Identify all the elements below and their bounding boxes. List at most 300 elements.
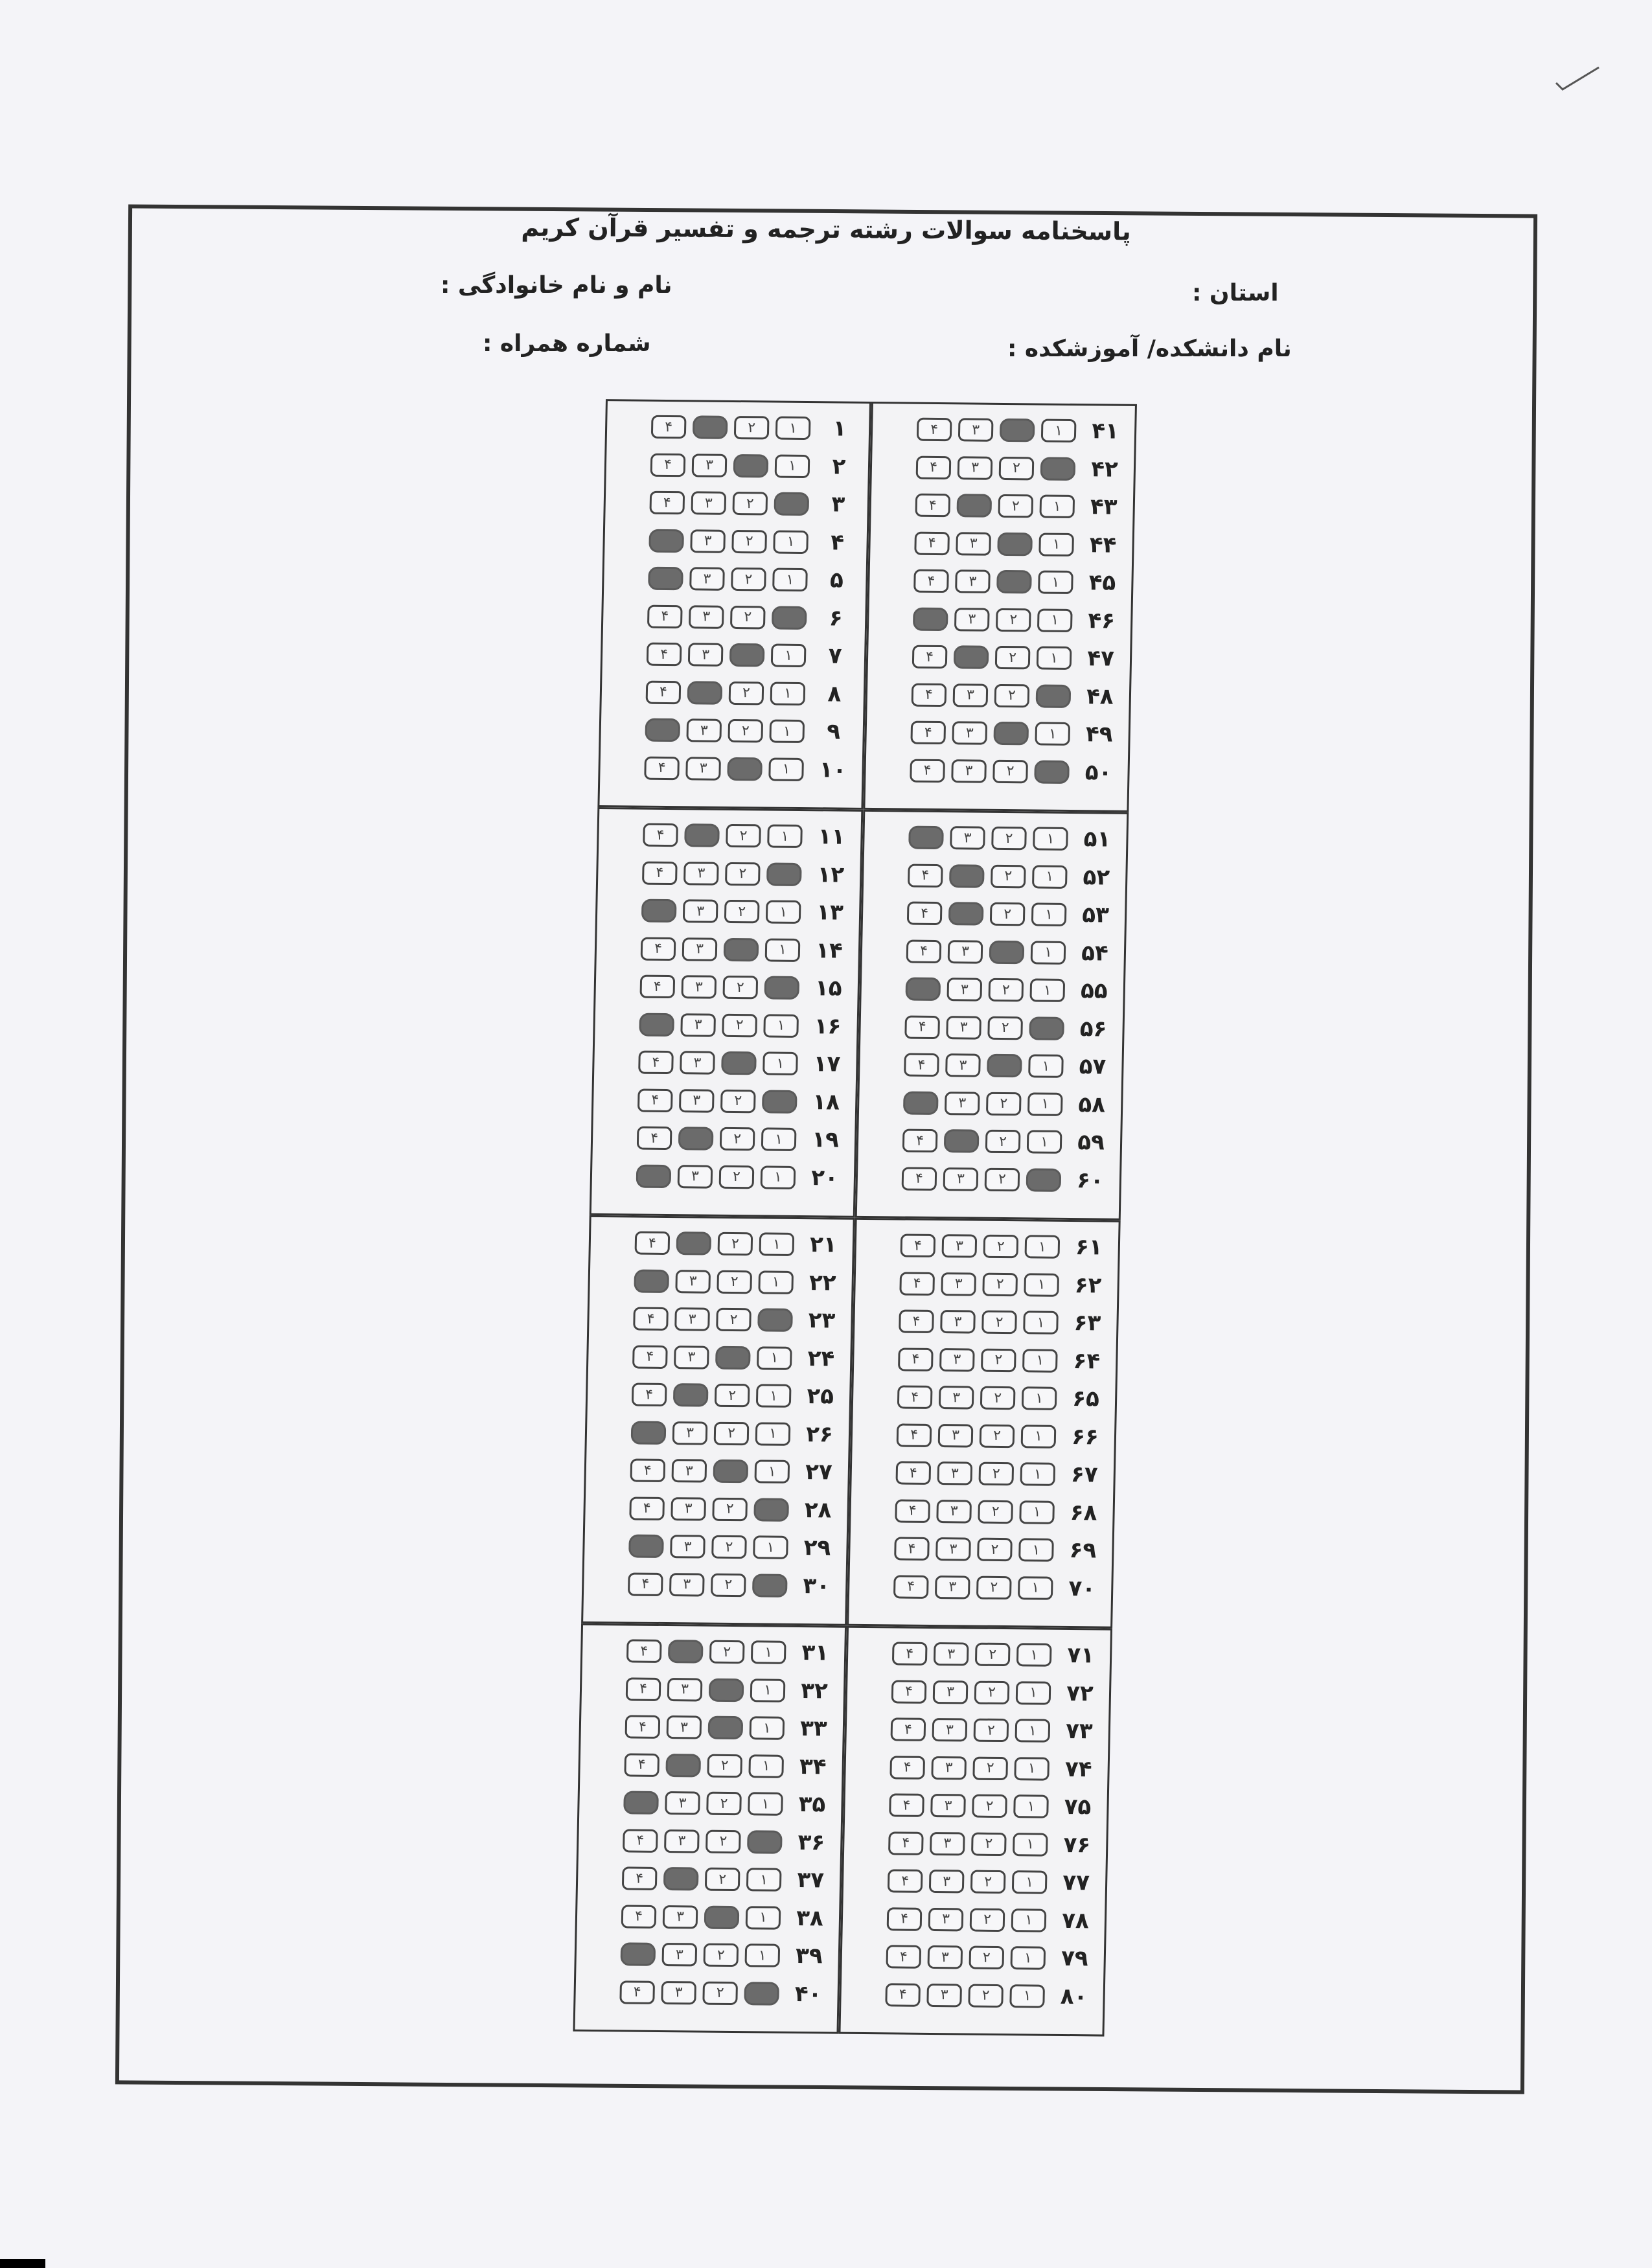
answer-bubble-option-1[interactable]: ۱ — [754, 1460, 790, 1483]
answer-bubble-option-3[interactable]: ۳ — [663, 1905, 698, 1929]
answer-bubble-option-4[interactable] — [645, 718, 680, 742]
answer-bubble-option-1[interactable]: ۱ — [1033, 827, 1068, 851]
answer-bubble-option-4[interactable]: ۴ — [626, 1639, 662, 1663]
answer-bubble-option-4[interactable]: ۴ — [901, 1233, 936, 1257]
answer-bubble-option-2[interactable]: ۲ — [702, 1981, 738, 2005]
answer-bubble-option-2[interactable] — [721, 1051, 757, 1075]
answer-bubble-option-4[interactable]: ۴ — [906, 939, 942, 963]
answer-bubble-option-2[interactable] — [997, 532, 1033, 556]
answer-bubble-option-1[interactable]: ۱ — [748, 1754, 784, 1778]
answer-bubble-option-4[interactable]: ۴ — [908, 864, 943, 888]
answer-bubble-option-1[interactable]: ۱ — [769, 720, 805, 744]
answer-bubble-option-1[interactable]: ۱ — [746, 1906, 781, 1930]
answer-bubble-option-2[interactable]: ۲ — [974, 1680, 1010, 1704]
answer-bubble-option-2[interactable]: ۲ — [720, 1127, 755, 1151]
answer-bubble-option-1[interactable]: ۱ — [770, 682, 806, 705]
answer-bubble-option-2[interactable]: ۲ — [705, 1868, 740, 1892]
answer-bubble-option-3[interactable]: ۳ — [686, 718, 722, 742]
answer-bubble-option-4[interactable]: ۴ — [897, 1385, 933, 1409]
answer-bubble-option-1[interactable] — [744, 1982, 779, 2006]
answer-bubble-option-4[interactable]: ۴ — [651, 415, 687, 439]
answer-bubble-option-3[interactable] — [956, 494, 992, 518]
answer-bubble-option-4[interactable]: ۴ — [638, 1051, 674, 1075]
answer-bubble-option-4[interactable]: ۴ — [907, 902, 943, 926]
answer-bubble-option-2[interactable]: ۲ — [982, 1272, 1018, 1296]
answer-bubble-option-4[interactable]: ۴ — [887, 1907, 923, 1931]
answer-bubble-option-2[interactable]: ۲ — [722, 976, 758, 1000]
answer-bubble-option-3[interactable]: ۳ — [958, 456, 993, 480]
answer-bubble-option-1[interactable]: ۱ — [1010, 1946, 1046, 1970]
answer-bubble-option-1[interactable]: ۱ — [1039, 495, 1075, 519]
answer-bubble-option-1[interactable]: ۱ — [1022, 1349, 1058, 1373]
answer-bubble-option-1[interactable] — [753, 1498, 789, 1522]
answer-bubble-option-1[interactable]: ۱ — [753, 1535, 788, 1559]
answer-bubble-option-4[interactable]: ۴ — [630, 1459, 665, 1483]
answer-bubble-option-3[interactable]: ۳ — [952, 721, 987, 745]
answer-bubble-option-1[interactable]: ۱ — [1015, 1719, 1051, 1743]
answer-bubble-option-2[interactable]: ۲ — [987, 1016, 1023, 1040]
answer-bubble-option-1[interactable]: ۱ — [1041, 419, 1077, 443]
answer-bubble-option-1[interactable] — [747, 1830, 783, 1854]
answer-bubble-option-3[interactable]: ۳ — [939, 1348, 975, 1372]
answer-bubble-option-2[interactable] — [1000, 418, 1035, 442]
answer-bubble-option-2[interactable]: ۲ — [995, 646, 1031, 670]
answer-bubble-option-1[interactable]: ۱ — [757, 1346, 792, 1370]
answer-bubble-option-3[interactable] — [687, 681, 723, 705]
answer-bubble-option-4[interactable]: ۴ — [626, 1677, 661, 1701]
answer-bubble-option-1[interactable]: ۱ — [1018, 1576, 1053, 1600]
answer-bubble-option-2[interactable]: ۲ — [971, 1832, 1007, 1856]
answer-bubble-option-4[interactable]: ۴ — [898, 1347, 934, 1371]
answer-bubble-option-1[interactable]: ۱ — [1035, 722, 1070, 746]
answer-bubble-option-1[interactable] — [1040, 457, 1076, 481]
answer-bubble-option-4[interactable] — [908, 826, 944, 850]
answer-bubble-option-4[interactable]: ۴ — [904, 1015, 940, 1039]
answer-bubble-option-3[interactable] — [949, 864, 985, 888]
answer-bubble-option-1[interactable] — [1029, 1016, 1064, 1040]
answer-bubble-option-1[interactable]: ۱ — [1016, 1681, 1051, 1705]
answer-bubble-option-4[interactable]: ۴ — [910, 759, 945, 783]
answer-bubble-option-4[interactable]: ۴ — [886, 1945, 921, 1969]
answer-bubble-option-1[interactable]: ۱ — [761, 1165, 796, 1189]
answer-bubble-option-3[interactable]: ۳ — [954, 608, 990, 632]
answer-bubble-option-2[interactable] — [724, 937, 759, 961]
answer-bubble-option-1[interactable] — [752, 1574, 788, 1598]
answer-bubble-option-4[interactable]: ۴ — [647, 604, 683, 628]
answer-bubble-option-3[interactable]: ۳ — [683, 862, 719, 886]
answer-bubble-option-2[interactable]: ۲ — [974, 1719, 1009, 1743]
answer-bubble-option-2[interactable]: ۲ — [976, 1575, 1012, 1599]
answer-bubble-option-2[interactable]: ۲ — [719, 1165, 755, 1189]
answer-bubble-option-1[interactable]: ۱ — [766, 900, 801, 924]
answer-bubble-option-4[interactable]: ۴ — [902, 1167, 937, 1191]
answer-bubble-option-3[interactable]: ۳ — [931, 1756, 967, 1780]
answer-bubble-option-2[interactable]: ۲ — [991, 864, 1026, 888]
answer-bubble-option-3[interactable]: ۳ — [942, 1234, 978, 1258]
answer-bubble-option-3[interactable]: ۳ — [683, 899, 718, 923]
answer-bubble-option-4[interactable]: ۴ — [650, 453, 686, 477]
answer-bubble-option-1[interactable]: ۱ — [775, 454, 810, 478]
answer-bubble-option-2[interactable]: ۲ — [707, 1754, 742, 1778]
answer-bubble-option-3[interactable]: ۳ — [945, 1092, 980, 1116]
answer-bubble-option-4[interactable]: ۴ — [629, 1496, 665, 1520]
answer-bubble-option-2[interactable] — [996, 570, 1032, 594]
answer-bubble-option-4[interactable]: ۴ — [628, 1572, 663, 1596]
answer-bubble-option-1[interactable]: ۱ — [1020, 1462, 1055, 1486]
answer-bubble-option-4[interactable]: ۴ — [621, 1905, 657, 1929]
answer-bubble-option-4[interactable]: ۴ — [889, 1793, 924, 1817]
answer-bubble-option-1[interactable]: ۱ — [772, 568, 808, 592]
answer-bubble-option-3[interactable] — [944, 1129, 980, 1153]
answer-bubble-option-3[interactable]: ۳ — [930, 1831, 965, 1855]
answer-bubble-option-1[interactable]: ۱ — [1029, 978, 1065, 1002]
answer-bubble-option-2[interactable]: ۲ — [981, 1348, 1016, 1372]
answer-bubble-option-3[interactable]: ۳ — [675, 1270, 711, 1294]
answer-bubble-option-3[interactable]: ۳ — [950, 826, 985, 850]
answer-bubble-option-1[interactable]: ۱ — [768, 757, 804, 781]
answer-bubble-option-3[interactable] — [668, 1640, 704, 1664]
answer-bubble-option-1[interactable]: ۱ — [1022, 1386, 1057, 1410]
answer-bubble-option-3[interactable]: ۳ — [672, 1421, 708, 1445]
answer-bubble-option-2[interactable]: ۲ — [999, 456, 1035, 480]
answer-bubble-option-3[interactable]: ۳ — [939, 1386, 974, 1410]
answer-bubble-option-3[interactable]: ۳ — [689, 605, 724, 629]
answer-bubble-option-2[interactable]: ۲ — [968, 1984, 1004, 2008]
answer-bubble-option-3[interactable]: ۳ — [669, 1573, 705, 1597]
answer-bubble-option-1[interactable]: ۱ — [1031, 941, 1066, 965]
answer-bubble-option-4[interactable] — [903, 1091, 939, 1115]
answer-bubble-option-1[interactable]: ۱ — [1038, 533, 1074, 556]
answer-bubble-option-2[interactable]: ۲ — [706, 1792, 742, 1816]
answer-bubble-option-1[interactable]: ۱ — [1011, 1908, 1047, 1932]
answer-bubble-option-2[interactable] — [709, 1678, 744, 1702]
answer-bubble-option-1[interactable] — [772, 606, 807, 630]
answer-bubble-option-4[interactable]: ۴ — [639, 975, 675, 999]
answer-bubble-option-4[interactable]: ۴ — [904, 1053, 939, 1077]
answer-bubble-option-1[interactable]: ۱ — [1016, 1643, 1052, 1667]
answer-bubble-option-2[interactable]: ۲ — [706, 1829, 741, 1853]
answer-bubble-option-3[interactable] — [676, 1231, 712, 1255]
answer-bubble-option-4[interactable]: ۴ — [895, 1499, 930, 1523]
answer-bubble-option-4[interactable]: ۴ — [625, 1715, 661, 1739]
answer-bubble-option-2[interactable]: ۲ — [972, 1756, 1008, 1780]
answer-bubble-option-4[interactable]: ۴ — [647, 643, 682, 667]
answer-bubble-option-1[interactable]: ۱ — [761, 1127, 797, 1151]
answer-bubble-option-2[interactable]: ۲ — [978, 1462, 1014, 1486]
answer-bubble-option-1[interactable]: ۱ — [1013, 1794, 1049, 1818]
answer-bubble-option-4[interactable]: ۴ — [619, 1980, 655, 2004]
answer-bubble-option-4[interactable]: ۴ — [912, 645, 948, 669]
answer-bubble-option-3[interactable]: ۳ — [667, 1678, 703, 1702]
answer-bubble-option-2[interactable]: ۲ — [728, 719, 763, 743]
answer-bubble-option-1[interactable]: ۱ — [744, 1943, 780, 1967]
answer-bubble-option-2[interactable]: ۲ — [994, 683, 1030, 707]
answer-bubble-option-2[interactable]: ۲ — [724, 900, 760, 924]
answer-bubble-option-3[interactable]: ۳ — [671, 1497, 706, 1521]
answer-bubble-option-3[interactable]: ۳ — [946, 1016, 981, 1040]
answer-bubble-option-2[interactable] — [729, 643, 765, 667]
answer-bubble-option-1[interactable]: ۱ — [1037, 646, 1072, 670]
answer-bubble-option-4[interactable]: ۴ — [635, 1231, 671, 1255]
answer-bubble-option-1[interactable]: ۱ — [1021, 1425, 1057, 1449]
answer-bubble-option-4[interactable] — [905, 978, 941, 1002]
answer-bubble-option-2[interactable]: ۲ — [726, 824, 761, 848]
answer-bubble-option-4[interactable]: ۴ — [895, 1461, 931, 1485]
answer-bubble-option-3[interactable] — [684, 823, 720, 847]
answer-bubble-option-3[interactable]: ۳ — [691, 491, 726, 515]
answer-bubble-option-2[interactable]: ۲ — [714, 1421, 750, 1445]
answer-bubble-option-1[interactable]: ۱ — [1027, 1092, 1063, 1116]
answer-bubble-option-2[interactable]: ۲ — [715, 1384, 750, 1408]
answer-bubble-option-2[interactable]: ۲ — [978, 1500, 1013, 1524]
answer-bubble-option-4[interactable] — [648, 567, 683, 591]
answer-bubble-option-3[interactable]: ۳ — [945, 1053, 981, 1077]
answer-bubble-option-4[interactable]: ۴ — [641, 937, 676, 961]
answer-bubble-option-1[interactable] — [766, 862, 802, 886]
answer-bubble-option-3[interactable]: ۳ — [685, 757, 721, 781]
answer-bubble-option-1[interactable]: ۱ — [750, 1678, 786, 1702]
answer-bubble-option-1[interactable]: ۱ — [1037, 608, 1073, 632]
answer-bubble-option-3[interactable]: ۳ — [930, 1794, 966, 1818]
answer-bubble-option-3[interactable] — [948, 902, 984, 926]
answer-bubble-option-3[interactable]: ۳ — [927, 1945, 963, 1969]
answer-bubble-option-2[interactable]: ۲ — [730, 605, 766, 629]
answer-bubble-option-4[interactable] — [641, 899, 677, 923]
answer-bubble-option-3[interactable]: ۳ — [956, 532, 991, 556]
answer-bubble-option-2[interactable]: ۲ — [980, 1424, 1015, 1448]
answer-bubble-option-1[interactable]: ۱ — [1019, 1500, 1055, 1524]
answer-bubble-option-2[interactable]: ۲ — [717, 1270, 752, 1294]
answer-bubble-option-1[interactable]: ۱ — [1023, 1311, 1059, 1334]
answer-bubble-option-1[interactable]: ۱ — [1012, 1870, 1048, 1894]
answer-bubble-option-4[interactable]: ۴ — [889, 1756, 925, 1780]
answer-bubble-option-1[interactable]: ۱ — [1009, 1984, 1045, 2008]
answer-bubble-option-2[interactable]: ۲ — [711, 1535, 747, 1559]
answer-bubble-option-2[interactable]: ۲ — [970, 1870, 1006, 1894]
answer-bubble-option-4[interactable]: ۴ — [891, 1717, 926, 1741]
answer-bubble-option-2[interactable]: ۲ — [969, 1946, 1004, 1970]
answer-bubble-option-3[interactable]: ۳ — [692, 453, 728, 477]
answer-bubble-option-4[interactable] — [620, 1942, 656, 1966]
answer-bubble-option-2[interactable]: ۲ — [981, 1311, 1017, 1334]
answer-bubble-option-3[interactable]: ۳ — [936, 1500, 972, 1524]
answer-bubble-option-1[interactable]: ۱ — [758, 1270, 794, 1294]
answer-bubble-option-4[interactable]: ۴ — [632, 1383, 667, 1407]
answer-bubble-option-2[interactable]: ۲ — [722, 1013, 757, 1037]
answer-bubble-option-2[interactable] — [733, 453, 769, 477]
answer-bubble-option-1[interactable] — [764, 976, 799, 1000]
answer-bubble-option-3[interactable]: ۳ — [926, 1983, 962, 2007]
answer-bubble-option-4[interactable]: ۴ — [643, 823, 678, 847]
answer-bubble-option-2[interactable]: ۲ — [985, 1167, 1020, 1191]
answer-bubble-option-3[interactable] — [693, 415, 728, 439]
answer-bubble-option-1[interactable]: ۱ — [1031, 902, 1067, 926]
answer-bubble-option-1[interactable]: ۱ — [1027, 1130, 1062, 1154]
answer-bubble-option-3[interactable]: ۳ — [946, 978, 982, 1002]
answer-bubble-option-2[interactable]: ۲ — [985, 1130, 1021, 1154]
answer-bubble-option-1[interactable]: ۱ — [746, 1868, 782, 1892]
answer-bubble-option-4[interactable]: ۴ — [913, 569, 949, 593]
answer-bubble-option-3[interactable]: ۳ — [943, 1167, 979, 1191]
answer-bubble-option-4[interactable] — [628, 1534, 664, 1558]
answer-bubble-option-2[interactable]: ۲ — [990, 902, 1026, 926]
answer-bubble-option-2[interactable] — [727, 757, 763, 781]
answer-bubble-option-2[interactable]: ۲ — [729, 681, 764, 705]
answer-bubble-option-1[interactable]: ۱ — [763, 1051, 798, 1075]
answer-bubble-option-4[interactable] — [623, 1791, 659, 1815]
answer-bubble-option-3[interactable]: ۳ — [953, 683, 989, 707]
answer-bubble-option-2[interactable]: ۲ — [970, 1908, 1005, 1932]
answer-bubble-option-3[interactable]: ۳ — [935, 1575, 970, 1599]
answer-bubble-option-2[interactable]: ۲ — [711, 1573, 746, 1597]
answer-bubble-option-4[interactable] — [636, 1164, 672, 1188]
answer-bubble-option-4[interactable]: ۴ — [899, 1272, 935, 1296]
answer-bubble-option-2[interactable]: ۲ — [718, 1232, 753, 1256]
answer-bubble-option-3[interactable] — [954, 645, 989, 669]
answer-bubble-option-2[interactable]: ۲ — [975, 1643, 1011, 1667]
answer-bubble-option-1[interactable]: ۱ — [773, 530, 809, 554]
answer-bubble-option-1[interactable]: ۱ — [1024, 1235, 1060, 1259]
answer-bubble-option-4[interactable]: ۴ — [915, 494, 950, 518]
answer-bubble-option-2[interactable]: ۲ — [734, 416, 770, 440]
answer-bubble-option-3[interactable]: ۳ — [937, 1461, 972, 1485]
answer-bubble-option-3[interactable]: ۳ — [671, 1459, 707, 1483]
answer-bubble-option-2[interactable]: ۲ — [731, 567, 766, 591]
answer-bubble-option-1[interactable]: ۱ — [1032, 865, 1068, 889]
answer-bubble-option-3[interactable]: ۳ — [941, 1272, 976, 1296]
answer-bubble-option-2[interactable]: ۲ — [732, 492, 768, 516]
answer-bubble-option-2[interactable]: ۲ — [983, 1235, 1018, 1259]
answer-bubble-option-2[interactable]: ۲ — [720, 1089, 756, 1113]
answer-bubble-option-4[interactable]: ۴ — [637, 1127, 672, 1151]
answer-bubble-option-3[interactable]: ۳ — [958, 418, 994, 442]
answer-bubble-option-1[interactable]: ۱ — [750, 1716, 785, 1740]
answer-bubble-option-4[interactable]: ۴ — [888, 1869, 923, 1893]
answer-bubble-option-2[interactable]: ۲ — [972, 1794, 1007, 1818]
answer-bubble-option-1[interactable]: ۱ — [759, 1232, 795, 1256]
answer-bubble-option-3[interactable]: ۳ — [929, 1870, 965, 1894]
answer-bubble-option-3[interactable] — [665, 1754, 701, 1778]
answer-bubble-option-1[interactable] — [1036, 684, 1072, 708]
answer-bubble-option-2[interactable]: ۲ — [998, 494, 1033, 518]
answer-bubble-option-3[interactable]: ۳ — [955, 569, 991, 593]
answer-bubble-option-4[interactable] — [648, 529, 684, 553]
answer-bubble-option-4[interactable] — [634, 1269, 669, 1293]
answer-bubble-option-2[interactable]: ۲ — [992, 759, 1028, 783]
answer-bubble-option-4[interactable]: ۴ — [644, 756, 680, 780]
answer-bubble-option-4[interactable] — [913, 607, 948, 631]
answer-bubble-option-4[interactable]: ۴ — [622, 1866, 658, 1890]
answer-bubble-option-3[interactable]: ۳ — [932, 1718, 968, 1742]
answer-bubble-option-2[interactable]: ۲ — [709, 1640, 745, 1664]
answer-bubble-option-2[interactable] — [989, 940, 1025, 964]
answer-bubble-option-2[interactable]: ۲ — [986, 1092, 1022, 1116]
answer-bubble-option-3[interactable] — [678, 1127, 714, 1151]
answer-bubble-option-3[interactable]: ۳ — [665, 1791, 700, 1815]
answer-bubble-option-3[interactable]: ۳ — [690, 529, 726, 553]
answer-bubble-option-4[interactable]: ۴ — [914, 531, 950, 555]
answer-bubble-option-4[interactable] — [639, 1013, 674, 1037]
answer-bubble-option-2[interactable]: ۲ — [731, 529, 767, 553]
answer-bubble-option-1[interactable]: ۱ — [1038, 570, 1073, 594]
answer-bubble-option-1[interactable]: ۱ — [771, 644, 807, 668]
answer-bubble-option-1[interactable]: ۱ — [1028, 1054, 1064, 1078]
answer-bubble-option-4[interactable]: ۴ — [917, 418, 952, 442]
answer-bubble-option-4[interactable]: ۴ — [633, 1307, 669, 1331]
answer-bubble-option-2[interactable] — [704, 1905, 740, 1929]
answer-bubble-option-3[interactable]: ۳ — [682, 937, 718, 961]
answer-bubble-option-4[interactable]: ۴ — [912, 683, 947, 707]
answer-bubble-option-2[interactable]: ۲ — [977, 1538, 1013, 1562]
answer-bubble-option-1[interactable]: ۱ — [748, 1792, 783, 1816]
answer-bubble-option-3[interactable]: ۳ — [664, 1829, 700, 1853]
answer-bubble-option-2[interactable]: ۲ — [988, 978, 1024, 1002]
answer-bubble-option-1[interactable]: ۱ — [765, 938, 801, 962]
answer-bubble-option-1[interactable]: ۱ — [1013, 1833, 1048, 1857]
answer-bubble-option-4[interactable]: ۴ — [894, 1537, 930, 1561]
answer-bubble-option-1[interactable]: ۱ — [1014, 1757, 1050, 1781]
answer-bubble-option-4[interactable]: ۴ — [624, 1753, 660, 1777]
answer-bubble-option-3[interactable]: ۳ — [661, 1981, 696, 2005]
answer-bubble-option-3[interactable]: ۳ — [679, 1089, 715, 1113]
answer-bubble-option-2[interactable] — [987, 1054, 1022, 1078]
answer-bubble-option-3[interactable]: ۳ — [951, 759, 987, 783]
answer-bubble-option-1[interactable]: ۱ — [763, 1014, 799, 1038]
answer-bubble-option-4[interactable]: ۴ — [899, 1309, 934, 1333]
answer-bubble-option-3[interactable]: ۳ — [670, 1535, 706, 1559]
answer-bubble-option-4[interactable]: ۴ — [897, 1423, 932, 1447]
answer-bubble-option-3[interactable]: ۳ — [674, 1307, 710, 1331]
answer-bubble-option-4[interactable]: ۴ — [637, 1088, 673, 1112]
answer-bubble-option-3[interactable]: ۳ — [680, 1013, 716, 1037]
answer-bubble-option-1[interactable]: ۱ — [775, 417, 811, 441]
answer-bubble-option-2[interactable] — [713, 1460, 748, 1483]
answer-bubble-option-1[interactable]: ۱ — [755, 1422, 791, 1446]
answer-bubble-option-3[interactable]: ۳ — [938, 1424, 974, 1448]
answer-bubble-option-2[interactable]: ۲ — [996, 608, 1031, 632]
answer-bubble-option-2[interactable] — [993, 722, 1029, 746]
answer-bubble-option-2[interactable]: ۲ — [725, 862, 761, 886]
answer-bubble-option-3[interactable]: ۳ — [661, 1943, 697, 1967]
answer-bubble-option-4[interactable]: ۴ — [893, 1575, 929, 1599]
answer-bubble-option-2[interactable]: ۲ — [716, 1308, 751, 1332]
answer-bubble-option-4[interactable]: ۴ — [642, 861, 678, 885]
answer-bubble-option-1[interactable]: ۱ — [1018, 1538, 1054, 1562]
answer-bubble-option-4[interactable]: ۴ — [902, 1129, 938, 1153]
answer-bubble-option-4[interactable]: ۴ — [891, 1680, 927, 1704]
answer-bubble-option-4[interactable] — [631, 1421, 667, 1445]
answer-bubble-option-2[interactable]: ۲ — [980, 1386, 1016, 1410]
answer-bubble-option-3[interactable]: ۳ — [680, 1051, 715, 1075]
answer-bubble-option-3[interactable]: ۳ — [667, 1715, 702, 1739]
answer-bubble-option-2[interactable]: ۲ — [703, 1943, 739, 1967]
answer-bubble-option-2[interactable]: ۲ — [712, 1497, 748, 1521]
answer-bubble-option-3[interactable]: ۳ — [948, 940, 983, 964]
answer-bubble-option-1[interactable] — [757, 1308, 793, 1332]
answer-bubble-option-1[interactable] — [1026, 1168, 1062, 1192]
answer-bubble-option-1[interactable] — [774, 492, 809, 516]
answer-bubble-option-3[interactable]: ۳ — [688, 643, 724, 667]
answer-bubble-option-4[interactable]: ۴ — [632, 1345, 668, 1369]
answer-bubble-option-3[interactable]: ۳ — [933, 1680, 969, 1704]
answer-bubble-option-4[interactable]: ۴ — [649, 491, 685, 515]
answer-bubble-option-1[interactable]: ۱ — [756, 1384, 792, 1408]
answer-bubble-option-4[interactable]: ۴ — [916, 455, 952, 479]
answer-bubble-option-3[interactable]: ۳ — [928, 1907, 964, 1931]
answer-bubble-option-3[interactable]: ۳ — [674, 1346, 709, 1369]
answer-bubble-option-3[interactable]: ۳ — [940, 1310, 976, 1334]
answer-bubble-option-4[interactable]: ۴ — [888, 1831, 924, 1855]
